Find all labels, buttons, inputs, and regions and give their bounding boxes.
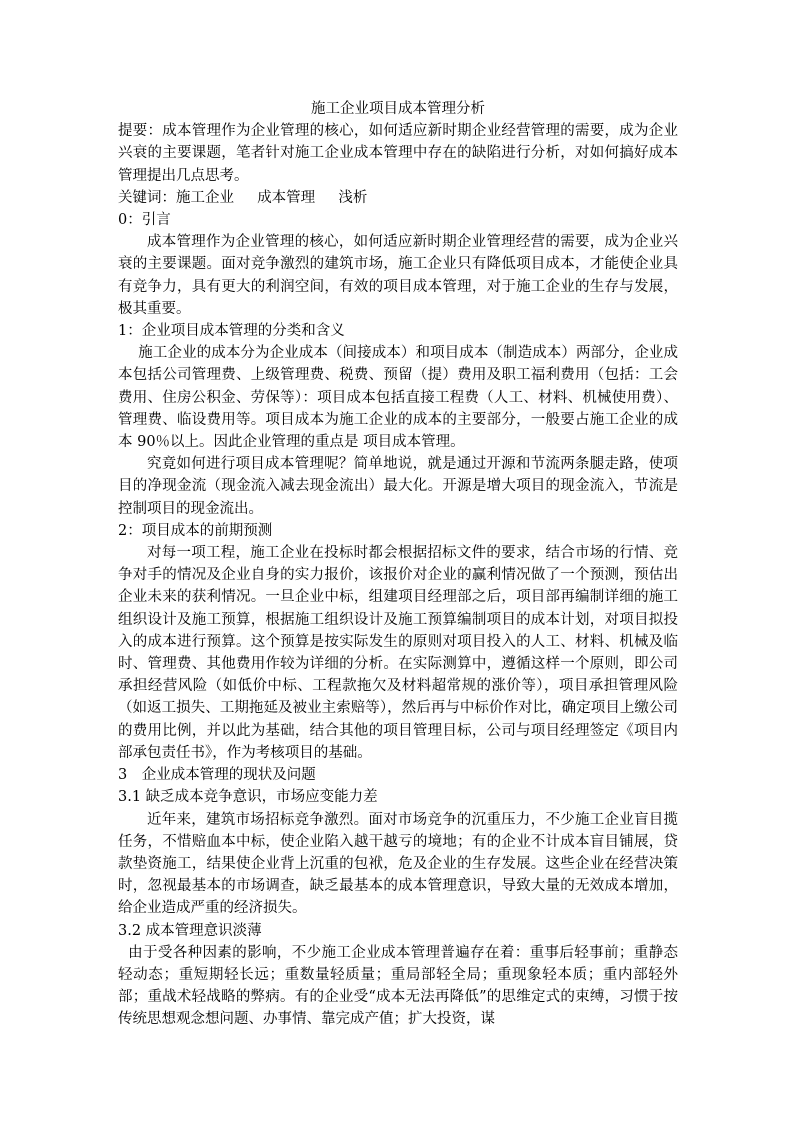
document-page — [118, 98, 678, 1031]
body-paragraph: 施工企业的成本分为企业成本（间接成本）和项目成本（制造成本）两部分，企业成本包括公司管理费、上级管理费、税费、预留（提）费用及职工福利费用（包括：工会费用、住房公积金、劳保等）：项目成本包括直接工程费（人工、材料、机械使用费）、管理费、临设费用等。项目成本为施工企业的成本的主要部分，一般要占施工企业的成本 90％以上。因此企业管理的重点是 项目成本管理。 — [118, 345, 678, 451]
section-heading: 1：企业项目成本管理的分类和含义 — [118, 323, 345, 340]
keyword-item: 浅析 — [338, 189, 368, 206]
subsection-heading: 3.2 成本管理意识淡薄 — [118, 922, 262, 939]
body-paragraph: 究竟如何进行项目成本管理呢？简单地说，就是通过开源和节流两条腿走路，使项目的净现金流（现金流入减去现金流出）最大化。开源是增大项目的现金流入，节流是控制项目的现金流出。 — [118, 456, 678, 517]
section-heading: 2：项目成本的前期预测 — [118, 522, 273, 539]
keyword-item: 成本管理 — [257, 189, 316, 206]
body-paragraph: 成本管理作为企业管理的核心，如何适应新时期企业管理经营的需要，成为企业兴衰的主要课题。面对竞争激烈的建筑市场，施工企业只有降低项目成本，才能使企业具有竞争力，具有更大的利润空间，有效的项目成本管理，对于施工企业的生存与发展，极其重要。 — [118, 234, 678, 317]
body-paragraph: 对每一项工程，施工企业在投标时都会根据招标文件的要求，结合市场的行情、竞争对手的情况及企业自身的实力报价，该报价对企业的赢利情况做了一个预测，预估出企业未来的获利情况。一旦企业中标，组建项目经理部之后，项目部再编制详细的施工组织设计及施工预算，根据施工组织设计及施工预算编制项目的成本计划，对项目拟投入的成本进行预算。这个预算是按实际发生的原则对项目投入的人工、材料、机械及临时、管理费、其他费用作较为详细的分析。在实际测算中，遵循这样一个原则，即公司承担经营风险（如低价中标、工程款拖欠及材料超常规的涨价等），项目承担管理风险（如返工损失、工期拖延及被业主索赔等），然后再与中标价作对比，确定项目上缴公司的费用比例，并以此为基础，结合其他的项目管理目标，公司与项目经理签定《项目内部承包责任书》，作为考核项目的基础。 — [118, 545, 678, 761]
body-paragraph: 近年来，建筑市场招标竞争激烈。面对市场竞争的沉重压力，不少施工企业盲目揽任务，不惜赔血本中标，使企业陷入越干越亏的境地；有的企业不计成本盲目铺展，贷款垫资施工，结果使企业背上沉重的包袱，危及企业的生存发展。这些企业在经营决策时，忽视最基本的市场调查，缺乏最基本的成本管理意识，导致大量的无效成本增加，给企业造成严重的经济损失。 — [118, 811, 678, 917]
document-title: 施工企业项目成本管理分析 — [311, 101, 485, 117]
section-heading: 3 企业成本管理的现状及问题 — [118, 767, 316, 784]
subsection-heading: 3.1 缺乏成本竞争意识，市场应变能力差 — [118, 789, 378, 806]
keywords-line — [118, 187, 678, 209]
body-paragraph: 由于受各种因素的影响，不少施工企业成本管理普遍存在着：重事后轻事前；重静态轻动态；重短期轻长远；重数量轻质量；重局部轻全局；重现象轻本质；重内部轻外部；重战术轻战略的弊病。有的企业受“成本无法再降低”的思维定式的束缚，习惯于按传统思想观念想问题、办事情、靠完成产值；扩大投资，谋 — [118, 944, 678, 1028]
section-heading: 0：引言 — [118, 212, 171, 229]
abstract-paragraph: 提要：成本管理作为企业管理的核心，如何适应新时期企业经营管理的需要，成为企业兴衰的主要课题，笔者针对施工企业成本管理中存在的缺陷进行分析，对如何搞好成本管理提出几点思考。 — [118, 123, 678, 184]
keywords-label: 关键词：施工企业 — [118, 189, 234, 206]
